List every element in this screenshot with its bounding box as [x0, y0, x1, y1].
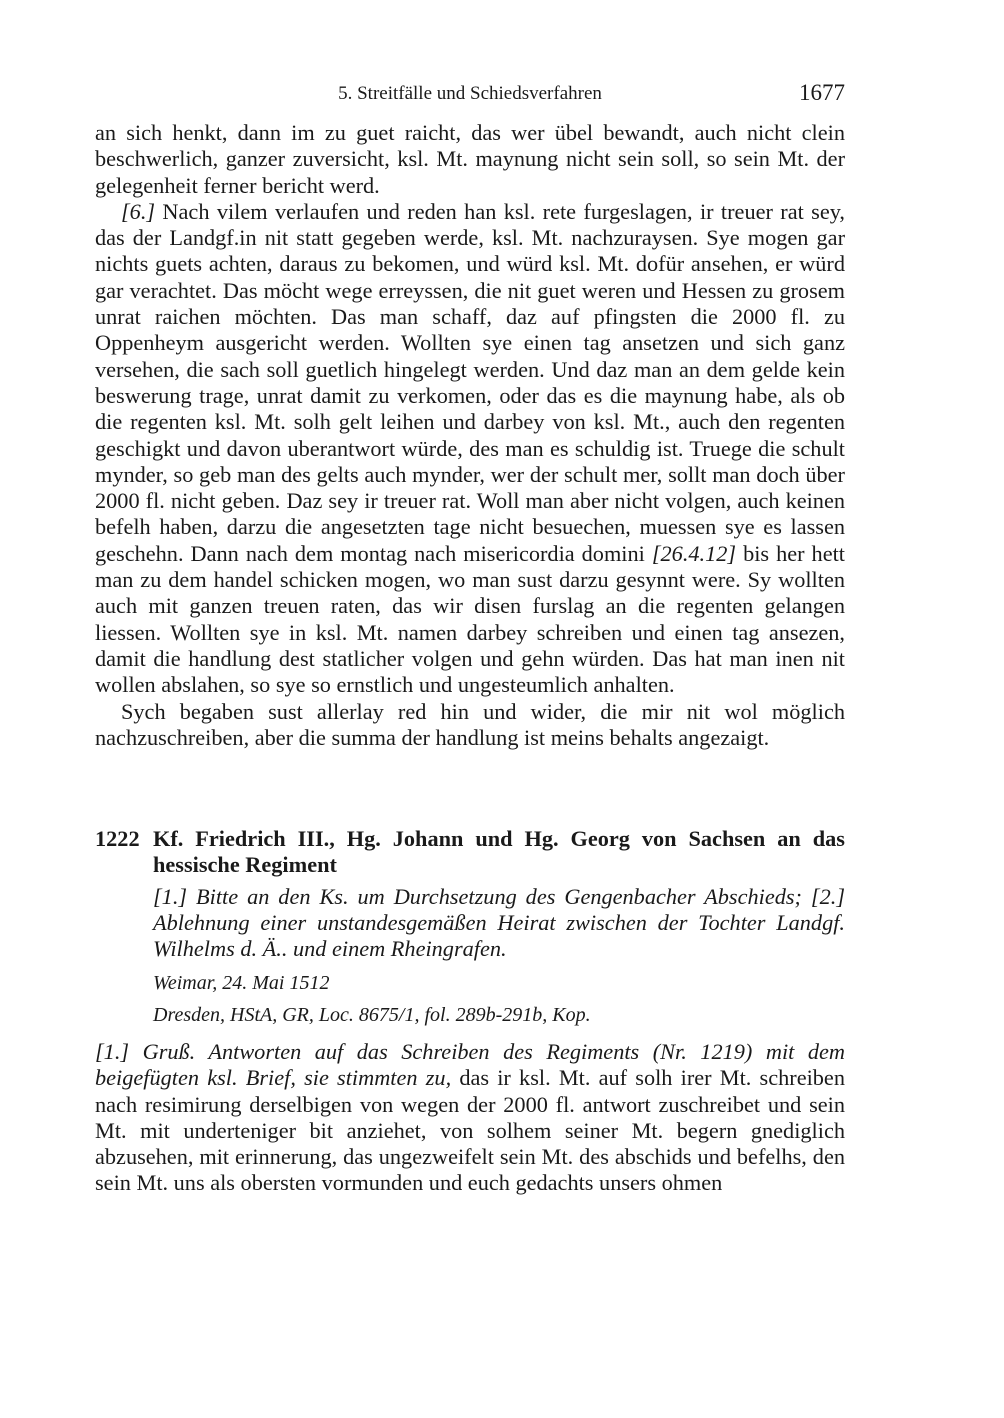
paragraph-2-text-b: bis her hett man zu dem handel schicken mogen, wo man sust darzu gesynnt were. Sy wollten auch mit ganzen treuen raten, das wir disen furslag an die regenten gelangen liessen. Wollten sye in ksl. Mt. namen darbey schreiben und einen tag ansezen, damit die handlung dest statlicher volgen und gehn würden. Das hat man inen nit wollen abslahen, so sye so ernstlich und ungesteumlich anhalten.: [95, 540, 845, 698]
running-head: [95, 80, 845, 108]
paragraph-2: [95, 199, 845, 699]
running-title: 5. Streitfälle und Schiedsverfahren: [338, 83, 602, 104]
document-title: Kf. Friedrich III., Hg. Johann und Hg. Georg von Sachsen an das hessische Regiment: [153, 826, 845, 877]
continuation-text: [95, 120, 845, 751]
document-body-paragraph: [95, 1039, 845, 1197]
paragraph-1: an sich henkt, dann im zu guet raicht, das wer übel bewandt, auch nicht clein beschwerlich, ganzer zuversicht, ksl. Mt. maynung nicht sein soll, so sein Mt. der gelegenheit ferner bericht werd.: [95, 120, 845, 198]
document-heading: [95, 826, 845, 878]
paragraph-2-text-a: Nach vilem verlaufen und reden han ksl. rete furgeslagen, ir treuer rat sey, das der Landgf.in nit statt gegeben werde, ksl. Mt. nachzuraysen. Sye mogen gar nichts guets achten, daraus zu bekomen, und würd ksl. Mt. dofür ansehen, er würd gar verachtet. Das möcht wege erreyssen, die nit guet weren und Hessen zu grosem unrat raichen möchten. Das man schaff, daz auf pfingsten die 2000 fl. zu Oppenheym ausgericht werden. Wollten sye einen tag ansetzen und sich ganz versehen, die sach soll guetlich hingelegt werden. Und daz man an dem gelde kein beswerung trage, unrat damit zu verkomen, oder das es die maynung habe, als ob die regenten ksl. Mt. solh gelt leihen und darbey von ksl. Mt., auch den regenten geschigkt und davon uberantwort würde, des man es schuldig ist. Truege die schult mynder, so geb man des gelts auch mynder, wer der schult mer, sollt man doch über 2000 fl. nicht geben. Daz sey ir treuer rat. Woll man aber nicht volgen, auch keinen befelh haben, darzu die angesetzten tage nicht besuechen, muessen sye es lassen geschehn. Dann nach dem montag nach misericordia domini: [95, 198, 845, 566]
date-annotation: [26.4.12]: [651, 540, 737, 566]
place-date: Weimar, 24. Mai 1512: [153, 972, 330, 994]
document-body: [95, 1039, 845, 1197]
paragraph-3: Sych begaben sust allerlay red hin und wider, die mir nit wol möglich nachzuschreiben, aber die summa der handlung ist meins behalts angezaigt.: [95, 698, 845, 750]
document-number: 1222: [95, 826, 140, 851]
document-regest: [1.] Bitte an den Ks. um Durchsetzung des Gengenbacher Abschieds; [2.] Ablehnung einer unstandesgemäßen Heirat zwischen der Tochter Landgf. Wilhelms d. Ä.. und einem Rheingrafen.: [153, 884, 845, 961]
document-body-quote: das ir ksl. Mt. auf solh irer Mt. schreiben nach resimirung derselbigen von wegen der 2000 fl. antwort zuschreibet und sein Mt. mit underteniger bit anziehet, von solhem seiner Mt. begern gnediglich abzusehen, mit erinnerung, das ungezweifelt sein Mt. des abschids und befelhs, den sein Mt. uns als obersten vormunden und euch gedachts unsers ohmen: [95, 1065, 845, 1196]
archive-reference: Dresden, HStA, GR, Loc. 8675/1, fol. 289b-291b, Kop.: [153, 1004, 591, 1026]
section-marker: [6.]: [121, 198, 156, 224]
document-body-summary: [1.] Gruß. Antworten auf das Schreiben des Regiments (Nr. 1219) mit dem beigefügten ksl. Brief, sie stimmten zu,: [95, 1039, 845, 1091]
page-number: 1677: [799, 80, 845, 105]
